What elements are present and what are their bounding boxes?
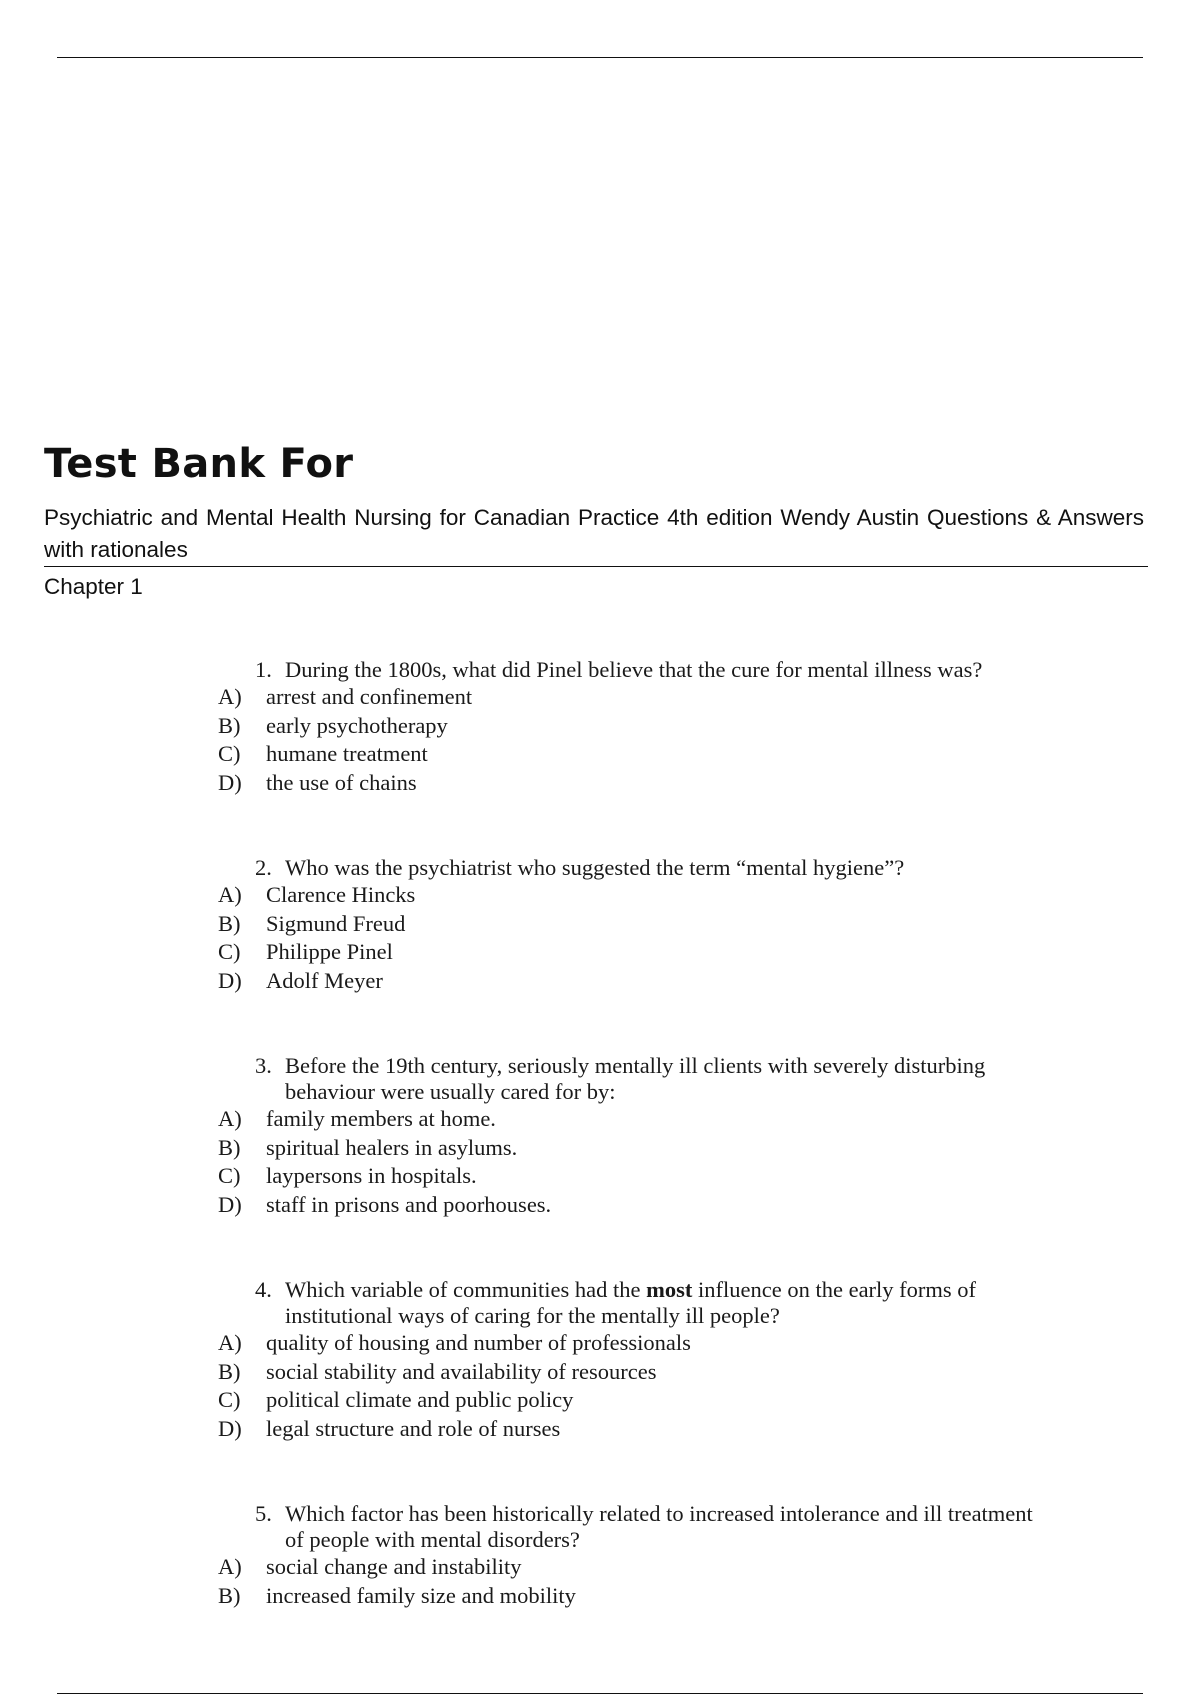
choice-text: social change and instability	[266, 1554, 522, 1579]
choice-b	[0, 910, 1200, 939]
choice-letter: B)	[218, 910, 241, 936]
question-list	[0, 657, 1200, 1668]
choice-text: the use of chains	[266, 769, 417, 795]
choice-text: early psychotherapy	[266, 712, 448, 738]
choice-letter: B)	[218, 712, 241, 738]
top-rule	[57, 57, 1143, 58]
choice-d	[0, 967, 1200, 996]
choice-text: spiritual healers in asylums.	[266, 1134, 518, 1160]
choice-letter: B)	[218, 1358, 241, 1384]
question-number: 2.	[255, 855, 272, 880]
choice-a	[0, 683, 1200, 712]
choice-a	[0, 1105, 1200, 1134]
emphasis-text: most	[646, 1277, 693, 1302]
choice-text: quality of housing and number of professionals	[266, 1330, 691, 1355]
choice-text: laypersons in hospitals.	[266, 1163, 477, 1188]
choice-text: Clarence Hincks	[266, 882, 416, 907]
document-subtitle: Psychiatric and Mental Health Nursing for Canadian Practice 4th edition Wendy Austin Questions & Answers with rationales	[44, 505, 1144, 562]
choice-text: Adolf Meyer	[266, 967, 383, 993]
choice-d	[0, 1415, 1200, 1444]
choice-a	[0, 1329, 1200, 1358]
question-text: During the 1800s, what did Pinel believe that the cure for mental illness was?	[285, 657, 983, 682]
document-title: Test Bank For	[44, 441, 354, 487]
choice-d	[0, 769, 1200, 798]
choice-letter: D)	[218, 1191, 242, 1217]
question-2	[0, 855, 1200, 995]
question-stem	[255, 855, 1045, 881]
choice-text: legal structure and role of nurses	[266, 1415, 561, 1441]
question-number: 4.	[255, 1277, 272, 1302]
choice-letter: C)	[218, 1387, 241, 1412]
question-number: 1.	[255, 657, 272, 682]
question-number: 5.	[255, 1501, 272, 1526]
choice-text: Philippe Pinel	[266, 939, 393, 964]
choice-text: Sigmund Freud	[266, 910, 406, 936]
question-text: Which variable of communities had the most influence on the early forms of institutional ways of caring for the mentally ill people?	[285, 1277, 977, 1328]
choice-b	[0, 1358, 1200, 1387]
choice-text: arrest and confinement	[266, 684, 473, 709]
question-text: Before the 19th century, seriously mentally ill clients with severely disturbing behaviour were usually cared for by:	[285, 1053, 986, 1104]
choice-letter: A)	[218, 882, 242, 907]
question-5	[0, 1501, 1200, 1610]
choice-letter: A)	[218, 1330, 242, 1355]
bottom-rule	[57, 1693, 1143, 1694]
choice-letter: C)	[218, 1163, 241, 1188]
question-1	[0, 657, 1200, 797]
choice-a	[0, 881, 1200, 910]
chapter-label: Chapter 1	[44, 574, 143, 599]
choice-c	[0, 1162, 1200, 1191]
choice-c	[0, 938, 1200, 967]
choice-c	[0, 740, 1200, 769]
question-text: Which factor has been historically related to increased intolerance and ill treatment of people with mental disorders?	[285, 1501, 1033, 1552]
question-stem	[255, 1277, 1045, 1329]
choice-letter: C)	[218, 939, 241, 964]
choice-letter: D)	[218, 769, 242, 795]
choice-text: staff in prisons and poorhouses.	[266, 1191, 552, 1217]
choice-letter: D)	[218, 1415, 242, 1441]
choice-c	[0, 1386, 1200, 1415]
choice-letter: A)	[218, 684, 242, 709]
choice-d	[0, 1191, 1200, 1220]
question-text: Who was the psychiatrist who suggested the term “mental hygiene”?	[285, 855, 905, 880]
question-stem	[255, 657, 1045, 683]
choice-letter: A)	[218, 1554, 242, 1579]
choice-text: political climate and public policy	[266, 1387, 574, 1412]
question-stem	[255, 1053, 1045, 1105]
choice-text: social stability and availability of resources	[266, 1358, 657, 1384]
choice-letter: D)	[218, 967, 242, 993]
choice-b	[0, 1582, 1200, 1611]
question-3	[0, 1053, 1200, 1219]
question-4	[0, 1277, 1200, 1443]
choice-letter: A)	[218, 1106, 242, 1131]
question-stem	[255, 1501, 1045, 1553]
choice-letter: B)	[218, 1134, 241, 1160]
choice-b	[0, 712, 1200, 741]
choice-a	[0, 1553, 1200, 1582]
choice-letter: C)	[218, 741, 241, 766]
question-number: 3.	[255, 1053, 272, 1078]
choice-text: increased family size and mobility	[266, 1582, 576, 1608]
choice-text: humane treatment	[266, 741, 428, 766]
choice-b	[0, 1134, 1200, 1163]
choice-letter: B)	[218, 1582, 241, 1608]
subtitle-rule	[44, 566, 1148, 567]
choice-text: family members at home.	[266, 1106, 496, 1131]
